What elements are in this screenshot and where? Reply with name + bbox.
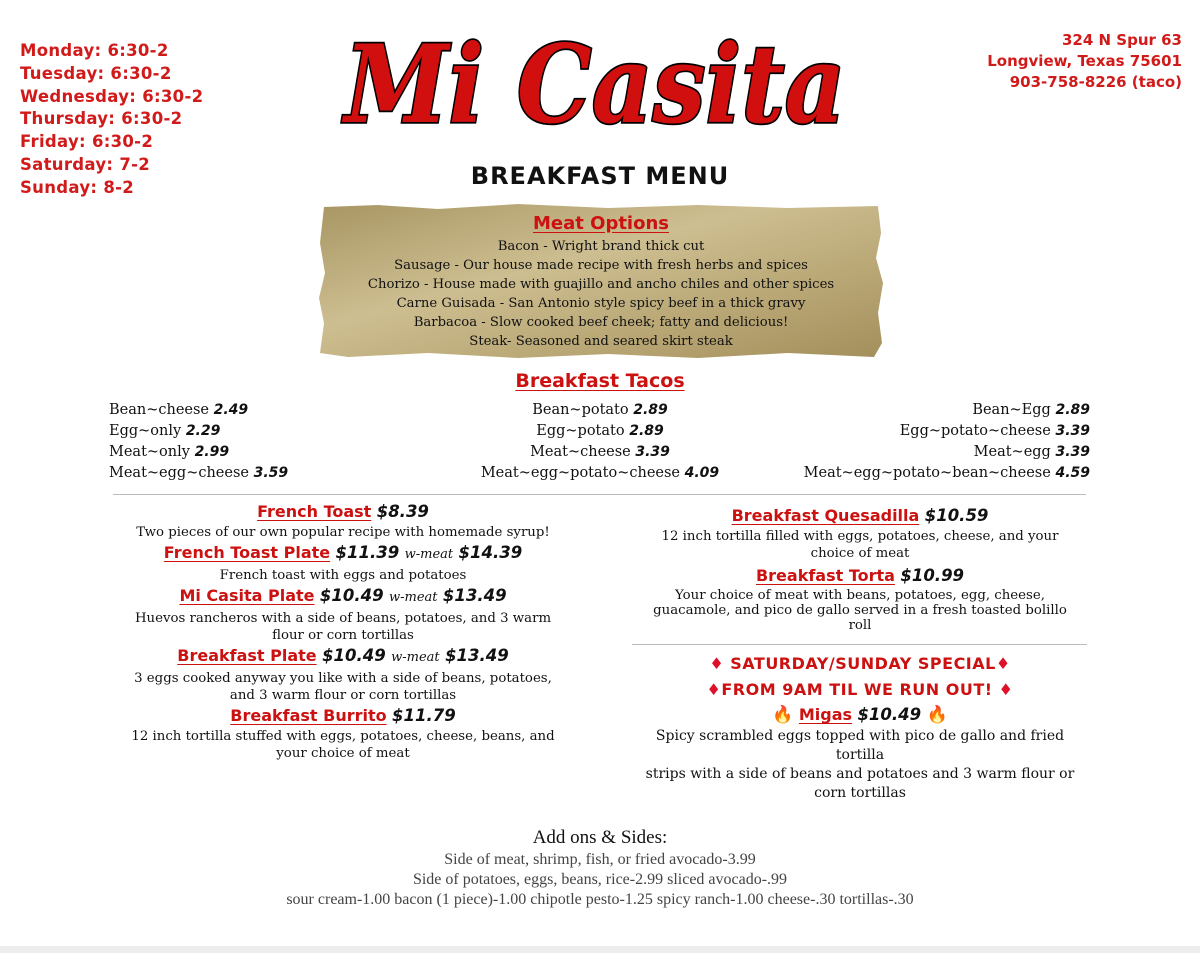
menu-item-breakfast-plate: Breakfast Plate $10.49 w-meat $13.49 3 eggs cooked anyway you like with a side of beans, potatoes, and 3 warm flour or corn tortillas — [134, 646, 552, 703]
meat-options-panel — [318, 203, 884, 359]
menu-subtitle: BREAKFAST MENU — [470, 162, 730, 190]
taco-item: Bean~cheese 2.49 — [109, 402, 249, 418]
hours-wednesday: Wednesday: 6:30-2 — [20, 86, 204, 106]
special-heading-2: ♦FROM 9AM TIL WE RUN OUT! ♦ — [706, 680, 1014, 699]
taco-item: Meat~egg~cheese 3.59 — [109, 465, 289, 481]
meat-options-content — [318, 211, 884, 351]
hours-friday: Friday: 6:30-2 — [20, 132, 154, 152]
address-city: Longview, Texas 75601 — [987, 52, 1182, 70]
taco-item: Bean~potato 2.89 — [532, 402, 668, 418]
fire-icon: 🔥 — [772, 705, 794, 725]
addons-line-2: Side of potatoes, eggs, beans, rice-2.99 sliced avocado-.99 — [412, 871, 788, 888]
hours-sunday: Sunday: 8-2 — [20, 177, 135, 197]
diamond-icon: ♦ — [998, 680, 1014, 699]
menu-item-breakfast-quesadilla: Breakfast Quesadilla $10.59 12 inch tortilla filled with eggs, potatoes, cheese, and your choice of meat — [661, 506, 1059, 561]
tacos-middle-column — [440, 400, 760, 484]
meat-option-barbacoa: Barbacoa - Slow cooked beef cheek; fatty and delicious! — [413, 315, 789, 330]
tacos-left-column — [109, 400, 288, 484]
taco-item: Meat~egg~potato~bean~cheese 4.59 — [803, 465, 1090, 481]
addons-line-3: sour cream-1.00 bacon (1 piece)-1.00 chipotle pesto-1.25 spicy ranch-1.00 cheese-.30 tortillas-.30 — [286, 891, 914, 908]
taco-item: Meat~only 2.99 — [109, 444, 230, 460]
hours-thursday: Thursday: 6:30-2 — [20, 109, 183, 129]
address-street: 324 N Spur 63 — [1061, 31, 1182, 49]
meat-option-chorizo: Chorizo - House made with guajillo and ancho chiles and other spices — [367, 277, 835, 292]
bottom-border — [0, 946, 1200, 953]
tacos-title: Breakfast Tacos — [515, 370, 685, 392]
taco-item: Egg~only 2.29 — [109, 423, 221, 439]
hours-tuesday: Tuesday: 6:30-2 — [20, 63, 172, 83]
menu-item-breakfast-torta: Breakfast Torta $10.99 Your choice of meat with beans, potatoes, egg, cheese, guacamole, and pico de gallo served in a fresh toasted bolillo roll — [653, 566, 1067, 633]
logo-text: Mi Casita — [344, 20, 846, 148]
weekend-special — [630, 651, 1090, 803]
fire-icon: 🔥 — [926, 705, 948, 725]
meat-options-title: Meat Options — [533, 213, 669, 234]
menu-item-french-toast: French Toast $8.39 Two pieces of our own popular recipe with homemade syrup! — [136, 502, 550, 540]
addons-title: Add ons & Sides: — [532, 827, 668, 848]
menu-item-french-toast-plate: French Toast Plate $11.39 w-meat $14.39 French toast with eggs and potatoes — [163, 543, 523, 583]
taco-item: Bean~Egg 2.89 — [972, 402, 1090, 418]
divider-tacos — [113, 494, 1086, 495]
taco-item: Meat~egg~potato~cheese 4.09 — [480, 465, 720, 481]
special-heading-1: ♦ SATURDAY/SUNDAY SPECIAL♦ — [709, 654, 1011, 673]
menu-item-breakfast-burrito: Breakfast Burrito $11.79 12 inch tortilla stuffed with eggs, potatoes, cheese, beans, and your choice of meat — [131, 706, 555, 761]
divider-special — [632, 644, 1087, 645]
meat-option-carne-guisada: Carne Guisada - San Antonio style spicy beef in a thick gravy — [396, 296, 806, 311]
taco-item: Meat~cheese 3.39 — [530, 444, 670, 460]
hours-monday: Monday: 6:30-2 — [20, 41, 169, 60]
menu-item-migas: 🔥 Migas $10.49 🔥 Spicy scrambled eggs topped with pico de gallo and fried tortilla strips with a side of beans and potatoes and 3 warm flour or corn tortillas — [645, 705, 1075, 801]
menu-item-mi-casita-plate: Mi Casita Plate $10.49 w-meat $13.49 Huevos rancheros with a side of beans, potatoes, and 3 warm flour or corn tortillas — [134, 586, 552, 643]
meat-option-steak: Steak- Seasoned and seared skirt steak — [469, 334, 733, 349]
diamond-icon: ♦ — [995, 654, 1011, 673]
address-phone: 903-758-8226 (taco) — [1009, 73, 1182, 91]
tacos-right-column — [804, 400, 1090, 484]
right-menu-column — [630, 504, 1090, 633]
address-block — [987, 30, 1182, 93]
meat-option-sausage: Sausage - Our house made recipe with fresh herbs and spices — [394, 258, 808, 273]
diamond-icon: ♦ — [709, 654, 725, 673]
meat-option-bacon: Bacon - Wright brand thick cut — [497, 239, 705, 254]
addons-section — [0, 826, 1200, 910]
hours-saturday: Saturday: 7-2 — [20, 154, 151, 174]
restaurant-logo — [344, 20, 846, 162]
addons-line-1: Side of meat, shrimp, fish, or fried avocado-3.99 — [444, 851, 756, 868]
taco-item: Egg~potato~cheese 3.39 — [899, 423, 1090, 439]
taco-item: Egg~potato 2.89 — [536, 423, 664, 439]
left-menu-column — [108, 500, 578, 762]
diamond-icon: ♦ — [706, 680, 722, 699]
taco-item: Meat~egg 3.39 — [973, 444, 1090, 460]
